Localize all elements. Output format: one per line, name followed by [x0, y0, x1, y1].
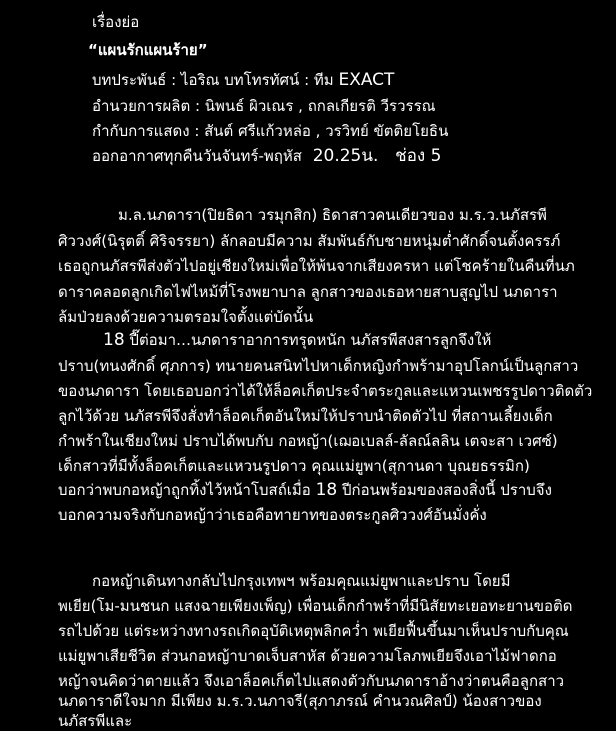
author-credit [92, 70, 394, 90]
paragraph-3-line-3: รถไปด้วย แต่ระหว่างทางรถเกิดอุบัติเหตุพลิกคว่ำ พเยียฟื้นขึ้นมาเห็นปราบกับคุณ [58, 622, 569, 640]
paragraph-2-line-3: ของนภดารา โดยเธอบอกว่าได้ให้ล็อคเก็ตประจำตระกูลและแหวนเพชรรูปดาวติดตัว [58, 382, 593, 400]
paragraph-3-line-2: พเยีย(โม-มนชนก แสงฉายเพียงเพ็ญ) เพื่อนเด็กกำพร้าที่มีนิสัยทะเยอทะยานขอติด [58, 597, 573, 615]
paragraph-2-line-2: ปราบ(ทนงศักดิ์ ศุภการ) ทนายคนสนิทไปหาเด็กหญิงกำพร้ามาอุปโลกน์เป็นลูกสาว [58, 357, 579, 375]
paragraph-2-line-5: กำพร้าในเชียงใหม่ ปราบได้พบกับ กอหญ้า(เฌอเบลล์-ลัลณ์ลลิน เตจะสา เวศซ์) [58, 432, 558, 450]
paragraph-1-line-1: ม.ล.นภดารา(ปิยธิดา วรมุกสิก) ธิดาสาวคนเดียวของ ม.ร.ว.นภัสรพี [118, 206, 547, 224]
paragraph-2-line-1-text: ปี๊ต่อมา…นภดาราอาการทรุดหนัก นภัสรพีสงสารลูกจึงให้ [129, 331, 492, 349]
paragraph-2-line-1 [103, 330, 491, 350]
paragraph-3-line-1: กอหญ้าเดินทางกลับไปกรุงเทพฯ พร้อมคุณแม่ยูพาและปราบ โดยมี [92, 572, 511, 590]
paragraph-1-line-5: ล้มป่วยลงด้วยความตรอมใจตั้งแต่บัดนั้น [58, 308, 314, 326]
paragraph-2-line-7-text-a: บอกว่าพบกอหญ้าถูกทิ้งไว้หน้าโบสถ์เมื่อ [58, 481, 311, 499]
paragraph-3-line-7: นภัสรพีและ [58, 712, 133, 730]
airing-days: ออกอากาศทุกคืนวันจันทร์-พฤหัส [92, 147, 302, 165]
paragraph-3-line-5: หญ้าจนคิดว่าตายแล้ว จึงเอาล็อคเก็ตไปแสดงตัวกับนภดาราอ้างว่าตนคือลูกสาว [58, 672, 565, 690]
paragraph-2-line-6: เด็กสาวที่มีทั้งล็อคเก็ตและแหวนรูปดาว คุณแม่ยูพา(สุกานดา บุณยธรรมิก) [58, 457, 530, 475]
paragraph-2-line-4: ลูกไว้ด้วย นภัสรพีจึงสั่งทำล็อคเก็ตอันใหม่ให้ปราบนำติดตัวไป ที่สถานเลี้ยงเด็ก [58, 407, 553, 425]
airing-time: 20.25น. [312, 146, 379, 166]
paragraph-2-line-7-text-b: ปีก่อนพร้อมของสองสิ่งนี้ ปราบจึง [342, 481, 552, 499]
airing-info [92, 146, 441, 166]
airing-channel: ช่อง 5 [395, 146, 442, 166]
drama-title: “แผนรักแผนร้าย” [88, 41, 208, 59]
paragraph-1-line-3: เธอถูกนภัสรพีส่งตัวไปอยู่เชียงใหม่เพื่อให้พ้นจากเสียงครหา แต่โชคร้ายในคืนที่นภ [58, 257, 575, 275]
author-team: EXACT [338, 70, 395, 90]
paragraph-1-line-2: ศิววงศ์(นิรุตติ์ ศิริจรรยา) ลักลอบมีความ สัมพันธ์กับชายหนุ่มต่ำศักดิ์จนตั้งครรภ์ [58, 232, 561, 250]
paragraph-3-line-6: นภดาราดีใจมาก มีเพียง ม.ร.ว.นภาจรี(สุภาภรณ์ คำนวณศิลป์) น้องสาวของ [58, 692, 542, 710]
years-later-number: 18 [103, 330, 125, 350]
director-credit: กำกับการแสดง : สันต์ ศรีแก้วหล่อ , วรวิทย์ ขัตติยโยธิน [92, 122, 449, 140]
paragraph-1-line-4: ดาราคลอดลูกเกิดไฟไหม้ที่โรงพยาบาล ลูกสาวของเธอหายสาบสูญไป นภดารา [58, 283, 558, 301]
paragraph-3-line-4: แม่ยูพาเสียชีวิต ส่วนกอหญ้าบาดเจ็บสาหัส ด้วยความโลภพเยียจึงเอาไม้ฟาดกอ [58, 647, 557, 665]
producer-credit: อำนวยการผลิต : นิพนธ์ ผิวเณร , ถกลเกียรติ วีรวรรณ [92, 97, 436, 115]
synopsis-label: เรื่องย่อ [92, 13, 140, 31]
author-credit-text: บทประพันธ์ : ไอริณ บทโทรทัศน์ : ทีม [92, 71, 334, 89]
paragraph-2-line-8: บอกความจริงกับกอหญ้าว่าเธอคือทายาทของตระกูลศิววงศ์อันมั่งคั่ง [58, 506, 487, 524]
years-ago-number: 18 [315, 480, 338, 500]
paragraph-2-line-7 [58, 480, 552, 500]
